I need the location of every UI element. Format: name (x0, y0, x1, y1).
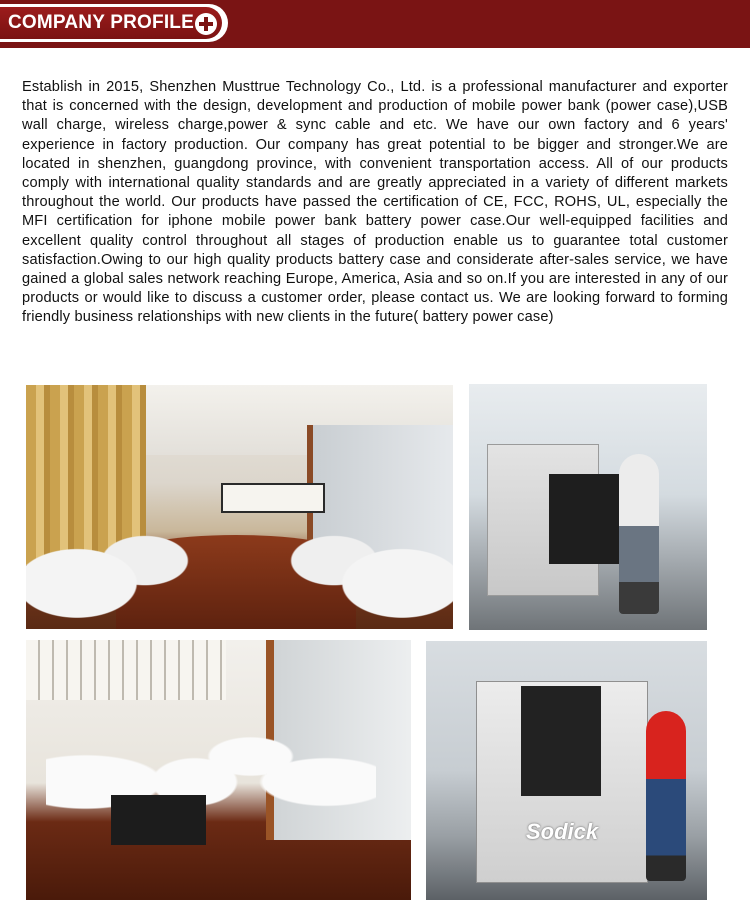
meeting-attendees-left (26, 515, 196, 629)
workshop-photo (469, 384, 707, 630)
sodick-machine-head (521, 686, 601, 796)
section-title: COMPANY PROFILE (8, 12, 194, 33)
sodick-brand-label: Sodick (526, 819, 599, 844)
meeting-room-photo (26, 385, 453, 629)
section-tab-inner (0, 7, 222, 39)
section-tab (0, 4, 228, 42)
workshop-worker (619, 454, 659, 614)
meeting-room-calligraphy (221, 483, 325, 513)
sodick-operator (646, 711, 686, 881)
office-staff (46, 680, 376, 850)
office-team-photo (26, 640, 411, 900)
sodick-machine-photo (426, 641, 707, 900)
plus-circle-icon[interactable] (195, 13, 217, 35)
meeting-attendees-right (283, 515, 453, 629)
company-description: Establish in 2015, Shenzhen Musttrue Technology Co., Ltd. is a professional manufacturer and exporter that is concerned with the design, development and production of mobile power bank (power case),USB wall charge, wireless charge,power & sync cable and etc. We have our own factory and 6 years' experience in factory production. Our company has great potential to be bigger and stronger.We are located in shenzhen, guangdong province, with convenient transportation access. All of our products comply with international quality standards and are greatly appreciated in a variety of different markets throughout the world. Our products have passed the certification of CE, FCC, ROHS, UL, especially the MFI certification for iphone mobile power bank battery power case.Our well-equipped facilities and excellent quality control throughout all stages of production enable us to guarantee total customer satisfaction.Owing to our high quality products battery case and considerate after-sales service, we have gained a global sales network reaching Europe, America, Asia and so on.If you are interested in any of our products or would like to discuss a customer order, please contact us. We are looking forward to forming friendly business relationships with new clients in the future( battery power case) (22, 79, 728, 326)
office-laptop (111, 795, 206, 845)
workshop-machine-head (549, 474, 619, 564)
